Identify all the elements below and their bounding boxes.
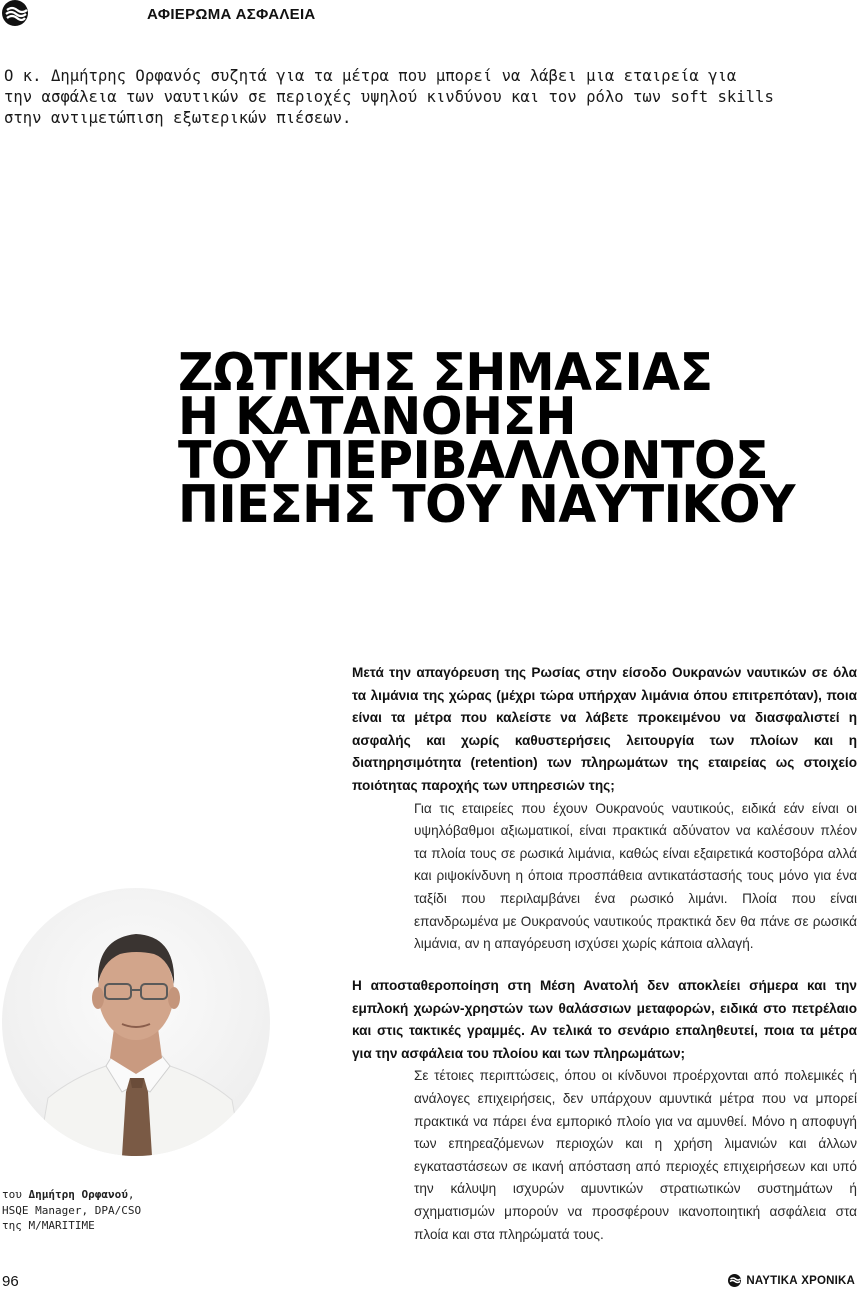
page-number: 96 [2, 1273, 19, 1290]
headline-line: ΠΙΕΣΗΣ ΤΟΥ ΝΑΥΤΙΚΟΥ [178, 474, 796, 535]
question: Μετά την απαγόρευση της Ρωσίας στην είσοδο Ουκρανών ναυτικών σε όλα τα λιμάνια της χώρας (μέχρι τώρα υπήρχαν λιμάνια όπου επιτρεπόταν), ποια είναι τα μέτρα που καλείστε να λάβετε προκειμένου να διασφαλιστεί η ασφαλής και χωρίς καθυστερήσεις λειτουργία των πλοίων και η διατηρησιμότητα (retention) των πληρωμάτων της εταιρείας ως στοιχείο ποιότητας παροχής των υπηρεσιών της; [352, 665, 857, 793]
caption-prefix: του [2, 1188, 22, 1201]
section-label: ΑΦΙΕΡΩΜΑ ΑΣΦΑΛΕΙΑ [147, 6, 316, 23]
author-photo [2, 888, 270, 1156]
caption-comma: , [127, 1188, 135, 1201]
answer: Για τις εταιρείες που έχουν Ουκρανούς ναυτικούς, ειδικά εάν είναι οι υψηλόβαθμοι αξιωματικοί, είναι πρακτικά αδύνατον να καλέσουν πλέον τα πλοία τους σε ρωσικά λιμάνια, καθώς είναι εξαιρετικά κοστοβόρα αλλά και ριψοκίνδυνη η όποια προσπάθεια αντικατάστασής τους μόνο για ένα ταξίδι που περιλαμβάνει ένα ρωσικό λιμάνι. Πλοία που είναι επανδρωμένα με Ουκρανούς ναυτικούς πρακτικά δεν θα πάνε σε ρωσικά λιμάνια, αν η απαγόρευση ισχύσει χωρίς κάποια αλλαγή. [414, 800, 857, 952]
publication-brand [728, 1274, 855, 1287]
headline [178, 342, 838, 535]
wave-circle-icon [2, 0, 28, 26]
question: Η αποσταθεροποίηση στη Μέση Ανατολή δεν αποκλείει σήμερα και την εμπλοκή χωρών-χρηστών των θαλάσσιων μεταφορών, ειδικά στο πετρέλαιο και στις τακτικές γραμμές. Αν τελικά το σενάριο επαληθευτεί, ποια τα μέτρα για την ασφάλεια του πλοίου και των πληρωμάτων; [352, 978, 857, 1061]
headline-line: ΤΟΥ ΠΕΡΙΒΑΛΛΟΝΤΟΣ [178, 430, 769, 491]
caption-name: Δημήτρη Ορφανού [28, 1188, 128, 1201]
answer: Σε τέτοιες περιπτώσεις, όπου οι κίνδυνοι προέρχονται από πολεμικές ή ανάλογες επιχειρήσεις, δεν υπάρχουν αμυντικά μέτρα που να μπορεί πρακτικά να πάρει ένα εμπορικό πλοίο για να αμυνθεί. Μόνο η αποφυγή των επηρεαζόμενων περιοχών και η χρήση λιμανιών και άλλων εγκαταστάσεων σε ικανή απόσταση από περιοχές επιχειρήσεων και υπό την κάλυψη ισχυρών αμυντικών στρατιωτικών συστημάτων ή σχηματισμών μπορούν να προσφέρουν ικανοποιητική ασφάλεια στα πλοία και στα πληρώματά τους. [414, 1068, 857, 1242]
standfirst: Ο κ. Δημήτρης Ορφανός συζητά για τα μέτρα που μπορεί να λάβει μια εταιρεία για την ασφάλεια των ναυτικών σε περιοχές υψηλού κινδύνου και τον ρόλο των soft skills στην αντιμετώπιση εξωτερικών πιέσεων. [4, 67, 774, 127]
wave-circle-icon [728, 1274, 741, 1287]
headline-line: ΖΩΤΙΚΗΣ ΣΗΜΑΣΙΑΣ [178, 342, 713, 403]
photo-caption [2, 1187, 141, 1234]
caption-company: της M/MARITIME [2, 1219, 95, 1232]
caption-byline [2, 1187, 141, 1203]
caption-role: HSQE Manager, DPA/CSO [2, 1203, 142, 1217]
interview-block [352, 662, 857, 956]
headline-line: Η ΚΑΤΑΝΟΗΣΗ [178, 386, 576, 447]
interview-block [352, 975, 857, 1246]
brand-name: ΝΑΥΤΙΚΑ ΧΡΟΝΙΚΑ [746, 1274, 855, 1287]
